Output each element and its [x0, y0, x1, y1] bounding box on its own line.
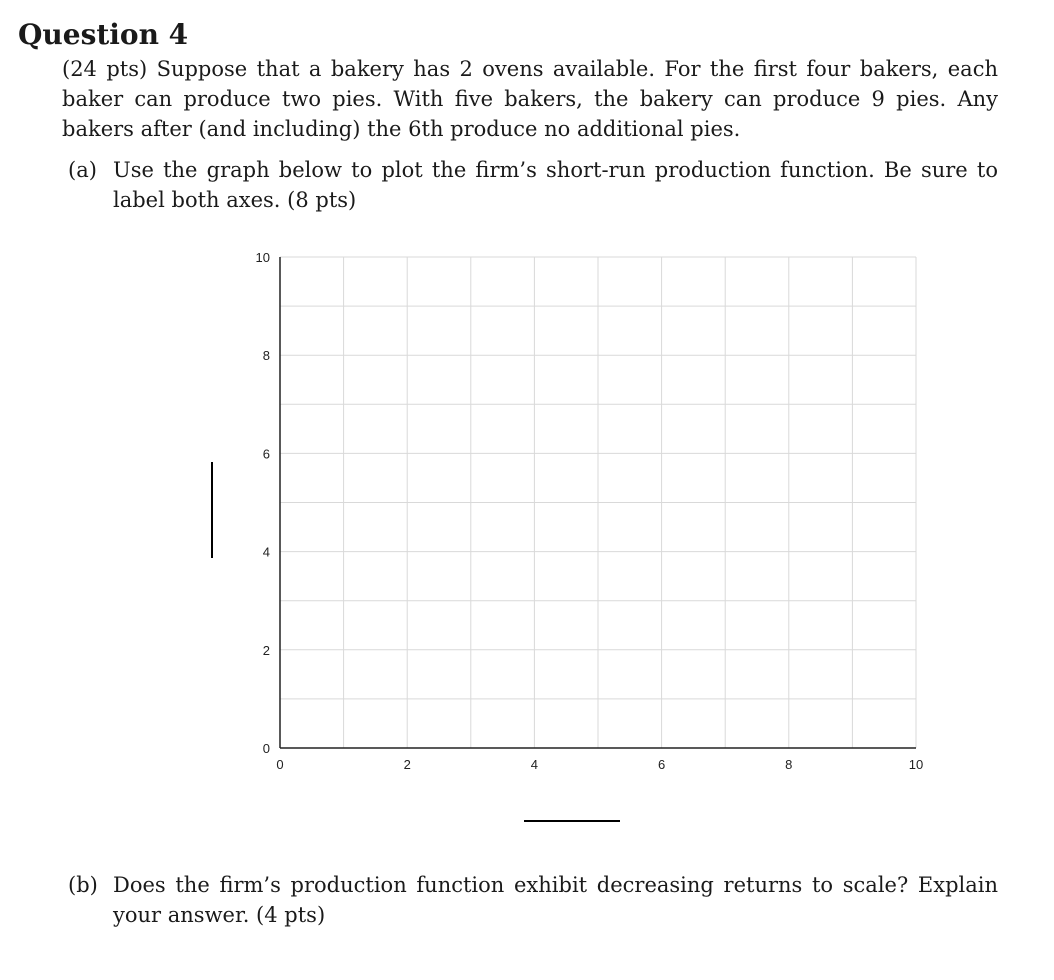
x-tick-label: 8	[785, 757, 793, 772]
x-tick-label: 10	[908, 757, 924, 772]
y-tick-label: 4	[262, 544, 270, 560]
x-tick-label: 6	[657, 757, 666, 772]
question-heading: Question 4	[18, 18, 189, 51]
y-tick-label: 2	[262, 642, 270, 658]
chart-tick-labels	[256, 250, 924, 772]
chart-grid	[280, 257, 916, 748]
x-tick-label: 2	[403, 757, 411, 772]
part-b	[68, 870, 998, 930]
y-tick-label: 6	[262, 446, 270, 462]
y-tick-label: 10	[255, 250, 270, 265]
y-tick-label: 8	[262, 348, 270, 364]
question-intro: (24 pts) Suppose that a bakery has 2 ovens available. For the first four bakers, each baker can produce two pies. With five bakers, the bakery can produce 9 pies. Any bakers after (and including) the 6th produce no additional pies.	[62, 57, 998, 141]
part-a-label: (a)	[68, 158, 97, 182]
part-a-text: Use the graph below to plot the firm’s short-run production function. Be sure to label both axes. (8 pts)	[113, 158, 998, 212]
y-axis-label-answer-line[interactable]	[211, 462, 213, 558]
part-b-text: Does the firm’s production function exhibit decreasing returns to scale? Explain your answer. (4 pts)	[113, 873, 998, 927]
x-axis-label-answer-line[interactable]	[524, 820, 620, 822]
x-tick-label: 4	[530, 757, 539, 772]
x-tick-label: 0	[276, 757, 284, 772]
y-tick-label: 0	[262, 741, 270, 756]
part-b-label: (b)	[68, 873, 98, 897]
